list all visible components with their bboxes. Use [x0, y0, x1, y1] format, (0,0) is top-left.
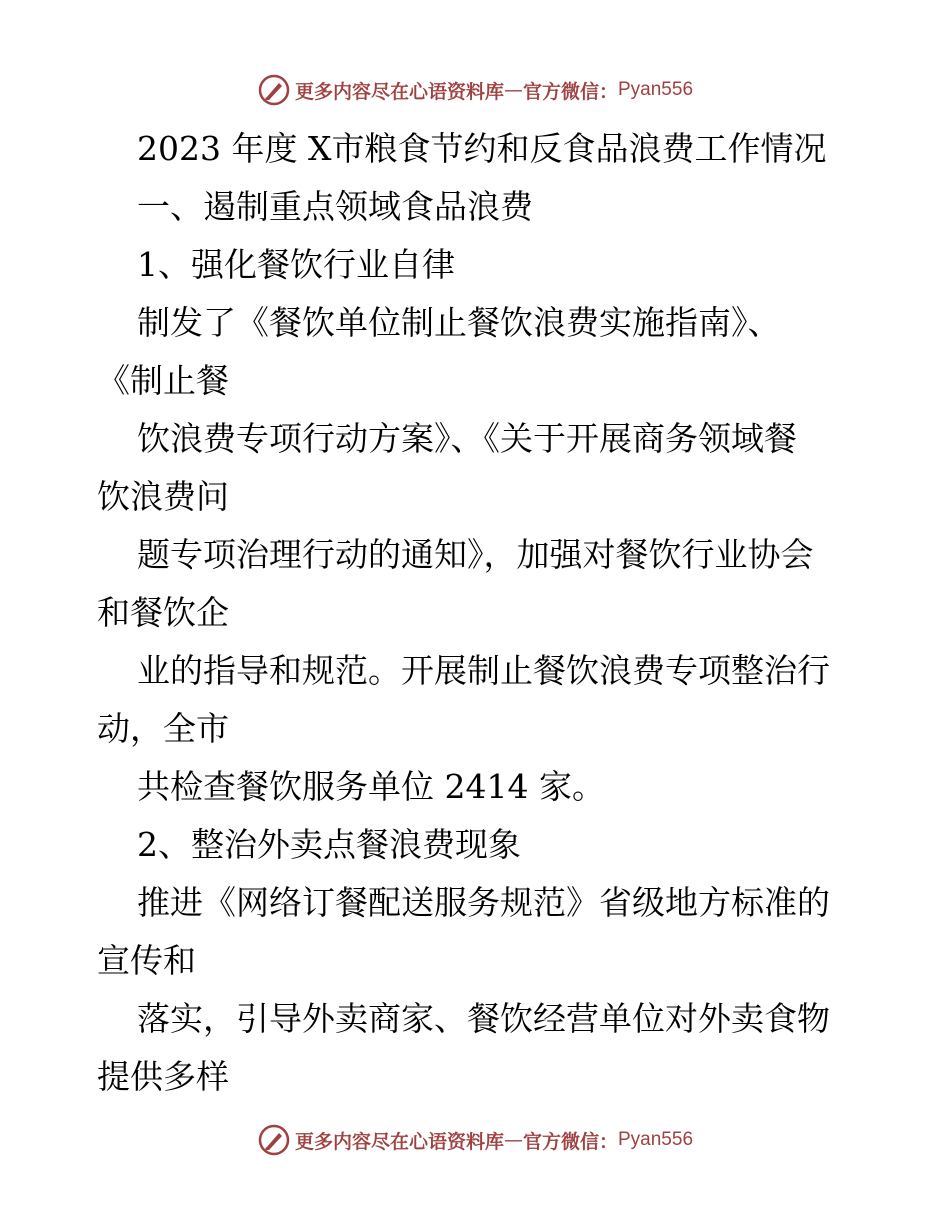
- watermark-main-text: 更多内容尽在心语资料库: [294, 80, 504, 103]
- document-line: 和餐饮企: [97, 593, 229, 632]
- header-watermark: [0, 70, 950, 110]
- footer-watermark: [0, 1120, 950, 1160]
- watermark-suffix: 官方微信：: [522, 80, 618, 103]
- document-line: 《制止餐: [97, 361, 229, 400]
- document-body: [97, 120, 857, 1106]
- watermark-id: Pyan556: [618, 1129, 694, 1150]
- document-line: 宣传和: [97, 941, 196, 980]
- watermark-main-text: 更多内容尽在心语资料库: [294, 1130, 504, 1153]
- document-line: 2023 年度 X市粮食节约和反食品浪费工作情况: [137, 129, 827, 168]
- quill-logo-icon: [257, 73, 291, 107]
- document-line: 饮浪费问: [97, 477, 229, 516]
- document-line: 制发了《餐饮单位制止餐饮浪费实施指南》、: [137, 303, 781, 342]
- document-line: 共检查餐饮服务单位 2414 家。: [137, 767, 605, 806]
- document-line: 一、遏制重点领域食品浪费: [137, 187, 533, 226]
- document-line: 1、强化餐饮行业自律: [137, 245, 455, 284]
- document-line: 提供多样: [97, 1057, 229, 1096]
- watermark-id: Pyan556: [618, 79, 694, 100]
- document-line: 业的指导和规范。开展制止餐饮浪费专项整治行: [137, 651, 830, 690]
- document-line: 动，全市: [97, 709, 229, 748]
- watermark-dash: —: [503, 1129, 523, 1151]
- document-line: 2、整治外卖点餐浪费现象: [137, 825, 521, 864]
- document-line: 题专项治理行动的通知》，加强对餐饮行业协会: [137, 535, 814, 574]
- document-line: 饮浪费专项行动方案》、《关于开展商务领域餐: [137, 419, 797, 458]
- document-line: 推进《网络订餐配送服务规范》省级地方标准的: [137, 883, 830, 922]
- watermark-dash: —: [503, 79, 523, 101]
- watermark-suffix: 官方微信：: [522, 1130, 618, 1153]
- document-line: 落实，引导外卖商家、餐饮经营单位对外卖食物: [137, 999, 830, 1038]
- quill-logo-icon: [257, 1123, 291, 1157]
